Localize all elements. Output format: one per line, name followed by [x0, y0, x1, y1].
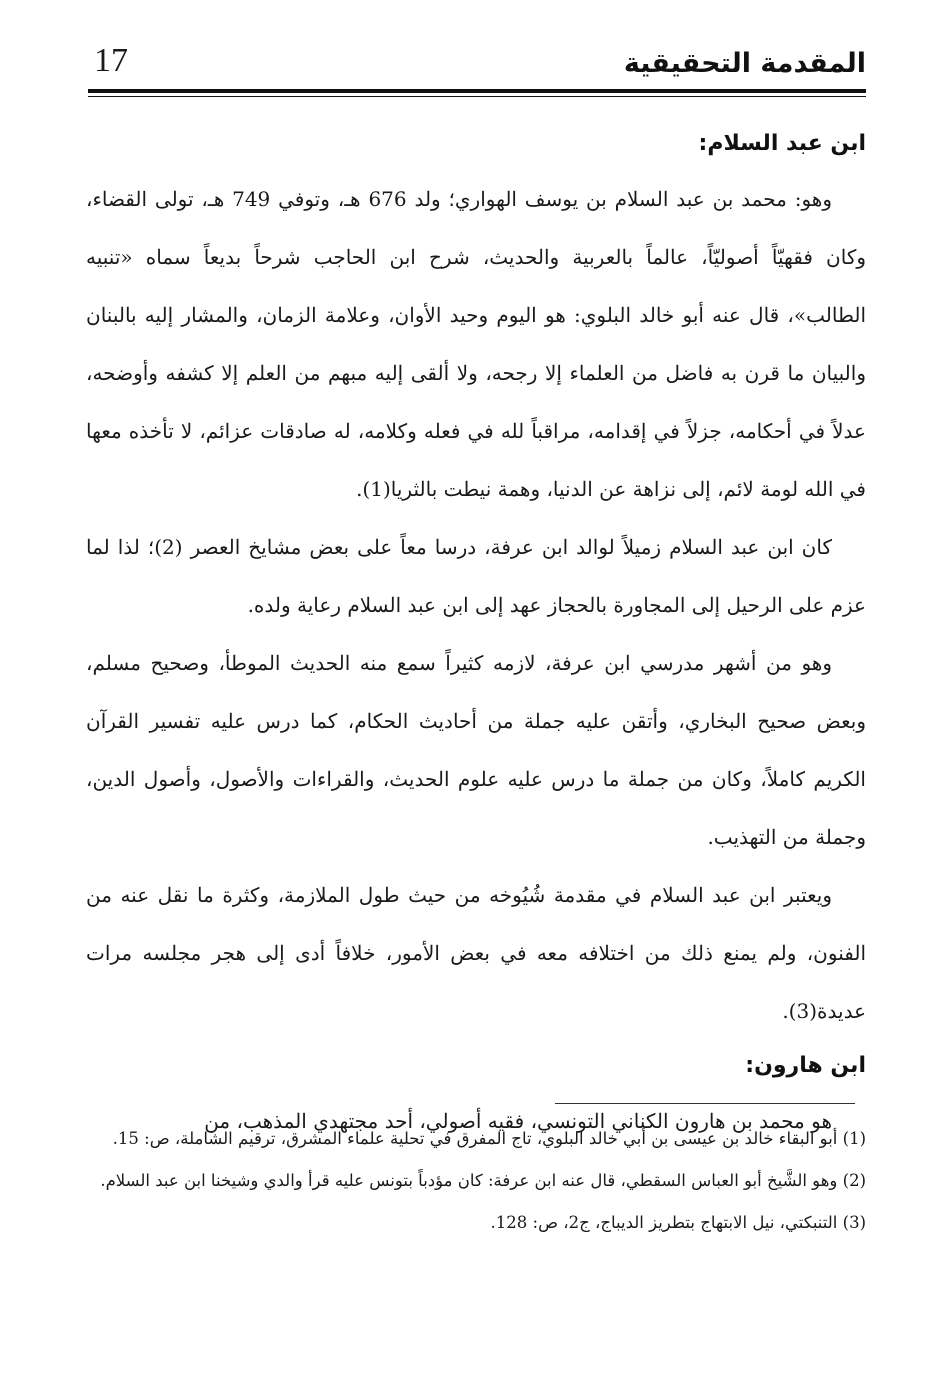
section-heading: ابن عبد السلام:: [698, 131, 866, 156]
page-header: [88, 40, 866, 84]
footnote: (2) وهو الشَّيخ أبو العباس السقطي، قال عنه ابن عرفة: كان مؤدباً بتونس عليه قرأ والدي وشيخنا ابن عبد السلام.: [100, 1171, 866, 1190]
page-number: 17: [94, 42, 128, 79]
paragraph: هو محمد بن هارون الكناني التونسي، فقيه أصولي، أحد مجتهدي المذهب، من: [204, 1109, 832, 1133]
footnotes: [86, 1120, 866, 1246]
footnote: (1) أبو البقاء خالد بن عيسى بن أبي خالد البلوي، تاج المفرق في تحلية علماء المشرق، ترقيم الشاملة، ص: 15.: [112, 1129, 866, 1148]
paragraph: كان ابن عبد السلام زميلاً لوالد ابن عرفة، درسا معاً على بعض مشايخ العصر (2)؛ لذا لما عزم على الرحيل إلى المجاورة بالحجاز عهد إلى ابن عبد السلام رعاية ولده.: [86, 535, 866, 617]
paragraph: وهو من أشهر مدرسي ابن عرفة، لازمه كثيراً سمع منه الحديث الموطأ، وصحيح مسلم، وبعض صحيح البخاري، وأتقن عليه جملة من أحاديث الحكام، كما درس عليه تفسير القرآن الكريم كاملاً، وكان من جملة ما درس عليه علوم الحديث، والقراءات والأصول، وأصول الدين، وجملة من التهذيب.: [86, 651, 866, 849]
footnote-separator: [555, 1103, 855, 1104]
running-title: المقدمة التحقيقية: [623, 48, 866, 79]
paragraph: ويعتبر ابن عبد السلام في مقدمة شُيُوخه من حيث طول الملازمة، وكثرة ما نقل عنه من الفنون، ولم يمنع ذلك من اختلافه معه في بعض الأمور، خلافاً أدى إلى هجر مجلسه مرات عديدة(3).: [86, 883, 866, 1023]
main-text: [86, 118, 866, 1150]
footnote: (3) التنبكتي، نيل الابتهاج بتطريز الديباج، ج2، ص: 128.: [490, 1213, 866, 1232]
section-heading: ابن هارون:: [745, 1053, 866, 1078]
header-rule-thin: [88, 96, 866, 97]
header-rule-thick: [88, 89, 866, 93]
paragraph: وهو: محمد بن عبد السلام بن يوسف الهواري؛ ولد 676 هـ، وتوفي 749 هـ، تولى القضاء، وكان فقهيّاً أصوليّاً، عالماً بالعربية والحديث، شرح ابن الحاجب شرحاً بديعاً سماه «تنبيه الطالب»، قال عنه أبو خالد البلوي: هو اليوم وحيد الأوان، وعلامة الزمان، والمشار إليه بالبنان والبيان ما قرن به فاضل من العلماء إلا رجحه، ولا ألقى إليه مبهم من العلم إلا كشفه وأوضحه، عدلاً في أحكامه، جزلاً في إقدامه، مراقباً لله في فعله وكلامه، له صادقات عزائم، لا تأخذه معها في الله لومة لائم، إلى نزاهة عن الدنيا، وهمة نيطت بالثريا(1).: [86, 187, 866, 501]
